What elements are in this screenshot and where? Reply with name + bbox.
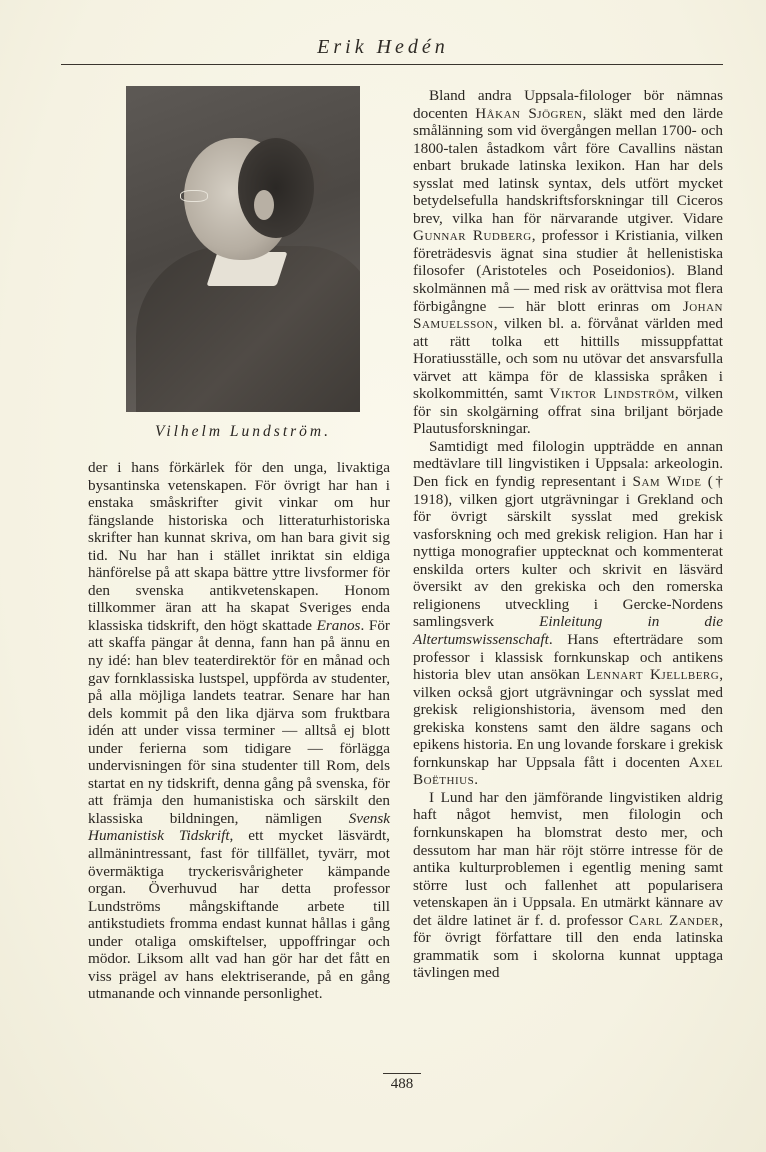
body-text: , ett mycket läsvärdt, allmänintressant, fast för tillfället, tyvärr, mot övermäktiga tryckerisvårigheter kämpande organ. Överhuvud har detta professor Lundströms mångskiftande arbete till antikstudiets fromma endast kunnat hållas i gång under otaliga omskiftelser, uppoffringar och mödor. Liksom allt vad han gör har det fått en viss prägel av hans elektriserande, på en gång utmanande och vinnande personlighet. [88, 827, 390, 1003]
italic-title: Svensk Humanistisk Tidskrift [88, 809, 390, 845]
body-text: Bland andra Uppsala-filologer bör nämnas docenten [413, 87, 723, 122]
paragraph [413, 789, 723, 982]
person-name: Carl Zander [628, 911, 720, 929]
body-text: , vilken också gjort utgrävningar och sysslat med grekisk religionshistoria, ävensom med den grekiska konstens samt den äldre sagans och epikens historia. En ung lovande forskare i grekisk fornkunskap har Uppsala fått i docenten [413, 666, 723, 771]
body-text: , professor i Kristiania, vilken företrädesvis ägnat sina studier åt hellenistiska filosofer (Aristoteles och Poseidonios). Bland skolmännen må — med risk av orättvisa mot flera förbigångne — här blott erinras om [413, 227, 723, 315]
paragraph [413, 87, 723, 438]
body-text: († 1918), vilken gjort utgrävningar i Grekland och för övrigt särskilt sysslat med grekisk vasforskning och med grekisk religion. Han har i nyttiga monografier upptecknat och kommenterat enskilda orters kulter och skrivit en läsvärd översikt av den grekiska och den romerska religionens utveckling i Gercke-Nordens samlingsverk [413, 473, 723, 631]
body-text: . För att skaffa pängar åt denna, fann han på ännu en ny idé: han blev teaterdirektör för en månad och gav fornklassiska lustspel, uppförda av studenter, på alla möjliga landets teatrar. Senare har han dels kommit på den lika djärva som fruktbara idén att under vissa terminer — alltså ej blott under ferierna som tidigare — förlägga undervisningen för sina studenter till Rom, dels startat en ny tidskrift, denna gång på svenska, för att främja den humanistiska och särskilt den klassiska bildningen, nämligen [88, 616, 390, 827]
page-number: 488 [390, 1076, 414, 1092]
right-column [413, 87, 723, 982]
running-head: Erik Hedén [317, 36, 449, 58]
person-name: Viktor Lindström [549, 385, 675, 403]
paragraph [88, 459, 390, 1003]
body-text: Samtidigt med filologin uppträdde en annan medtävlare till lingvistiken i Uppsala: arkeologin. Den fick en fyndig representant i [413, 437, 723, 491]
italic-title: Einleitung in die Altertumswissenschaft [413, 613, 723, 648]
body-text: , vilken bl. a. förvånat världen med att rätt tolka ett hittills missuppfattat Horatiusställe, och som nu utövar det ansvarsfulla värvet att kämpa för de klassiska språken i skolkommittén, samt [413, 315, 723, 403]
body-text: , släkt med den lärde smålänning som vid övergången mellan 1700- och 1800-talen åstadkom vårt före Cavallins nästan enbart brukade latinska lexikon. Han har dels sysslat med latinsk syntax, dels utfört mycket betydelsefulla handskriftsforskningar till Ciceros brev, vilka han för närvarande utgiver. Vidare [413, 104, 723, 227]
photo-ear [254, 190, 274, 220]
person-name: Axel Boëthius [413, 753, 723, 789]
photo-glasses [180, 190, 208, 202]
body-text: . [474, 771, 478, 789]
photo-hair [238, 138, 314, 238]
person-name: Sam Wide [632, 473, 702, 491]
left-column [88, 459, 390, 1003]
person-name: Gunnar Rudberg [413, 227, 532, 245]
portrait-photo [126, 86, 360, 412]
paragraph [413, 438, 723, 789]
body-text: . Hans efterträdare som professor i klassisk fornkunskap och antikens historia blev utan ansökan [413, 630, 723, 684]
body-text: , vilken för sin skolgärning offrat sina briljant började Plautusforskningar. [413, 385, 723, 438]
body-text: , för övrigt författare till den enda latinska grammatik som i skolorna kunnat upptaga tävlingen med [413, 911, 724, 982]
person-name: Håkan Sjögren [475, 104, 583, 122]
body-text: der i hans förkärlek för den unga, livaktiga bysantinska vetenskapen. För övrigt har han i enstaka småskrifter givit vinkar om hur fängslande historiska och litteraturhistoriska skrifter han kunnat skriva, om han bara givit sig tid. Nu har han i stället inriktat sin eldiga hänförelse på att skapa bättre yttre livsformer för den svenska antikvetenskapen. Honom tillkommer äran att ha skapat Sveriges enda klassiska tidskrift, den högt skattade [88, 459, 390, 634]
italic-title: Eranos [316, 616, 361, 634]
person-name: Johan Samuelsson [413, 297, 723, 333]
body-text: I Lund har den jämförande lingvistiken aldrig haft något hemvist, men filologin och fornkunskapen ha blomstrat desto mer, och dessutom har man här röjt större intresse för de antika kulturproblemen i egentlig mening samt större lust och fallenhet att popularisera vetenskapen än i Uppsala. En utmärkt kännare av det äldre latinet är f. d. professor [413, 788, 723, 929]
folio-rule [383, 1073, 421, 1074]
person-name: Lennart Kjellberg [586, 666, 720, 684]
figure-caption: Vilhelm Lundström. [155, 423, 331, 440]
header-rule [61, 64, 723, 65]
